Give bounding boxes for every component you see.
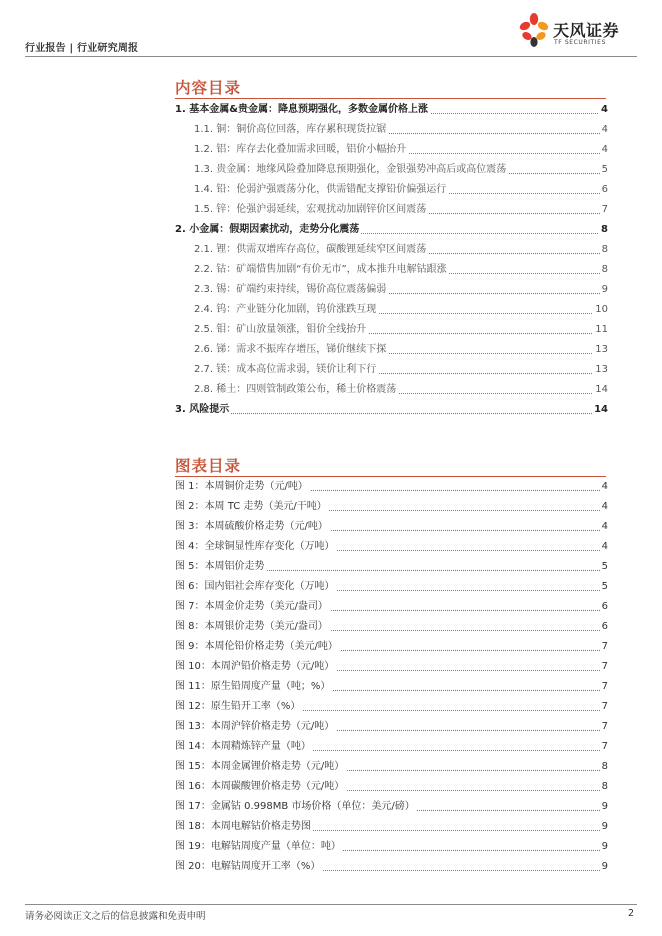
figure-entry-title: 图 9：本周伦铅价格走势（美元/吨） <box>175 641 338 652</box>
figure-entry-page: 4 <box>601 501 608 512</box>
company-logo <box>518 10 638 50</box>
toc-entry-title: 2.6. 锑：需求不振库存增压，锑价继续下探 <box>194 344 387 355</box>
figure-entry-title: 图 14：本周精炼锌产量（吨） <box>175 741 311 752</box>
toc-title-rule <box>175 98 606 99</box>
figure-entry-page: 7 <box>601 661 608 672</box>
figure-entry[interactable] <box>0 740 662 756</box>
figure-entry-page: 5 <box>601 561 608 572</box>
toc-entry-title: 3. 风险提示 <box>175 404 230 415</box>
toc-entry[interactable] <box>0 103 662 119</box>
toc-entry-title: 2.3. 锡：矿端约束持续，锡价高位震荡偏弱 <box>194 284 387 295</box>
toc-entry[interactable] <box>0 183 662 199</box>
toc-entry[interactable] <box>0 363 662 379</box>
toc-entry-page: 7 <box>601 204 608 215</box>
page-header <box>0 0 662 64</box>
figure-entry[interactable] <box>0 480 662 496</box>
figure-entry-page: 6 <box>601 601 608 612</box>
toc-entry[interactable] <box>0 203 662 219</box>
toc-entry-page: 13 <box>595 344 608 355</box>
toc-entry[interactable] <box>0 323 662 339</box>
figure-entry[interactable] <box>0 560 662 576</box>
figure-entry[interactable] <box>0 620 662 636</box>
figure-entry-page: 4 <box>601 521 608 532</box>
toc-entry-page: 4 <box>601 144 608 155</box>
figure-entry[interactable] <box>0 760 662 776</box>
toc-entry-page: 8 <box>601 264 608 275</box>
toc-entry[interactable] <box>0 343 662 359</box>
toc-entry-page: 4 <box>601 124 608 135</box>
toc-entry[interactable] <box>0 223 662 239</box>
logo-chinese-name: 天风证券 <box>553 21 620 40</box>
figure-entry-title: 图 7：本周金价走势（美元/盎司） <box>175 601 328 612</box>
figure-entry[interactable] <box>0 680 662 696</box>
figure-entry-title: 图 20：电解钴周度开工率（%） <box>175 861 321 872</box>
figure-entry[interactable] <box>0 820 662 836</box>
figure-entry[interactable] <box>0 580 662 596</box>
toc-entry-title: 2.1. 锂：供需双增库存高位，碳酸锂延续窄区间震荡 <box>194 244 427 255</box>
figure-entry-title: 图 19：电解钴周度产量（单位：吨） <box>175 841 341 852</box>
figure-entry-title: 图 8：本周银价走势（美元/盎司） <box>175 621 328 632</box>
logo-english-name: TF SECURITIES <box>554 39 606 46</box>
figure-entry[interactable] <box>0 800 662 816</box>
figure-entry[interactable] <box>0 700 662 716</box>
flower-logo-icon <box>518 12 550 48</box>
toc-entry[interactable] <box>0 283 662 299</box>
figure-entry-page: 4 <box>601 541 608 552</box>
toc-entry-page: 6 <box>601 184 608 195</box>
toc-entry-page: 14 <box>595 384 608 395</box>
figure-entry-page: 8 <box>601 781 608 792</box>
figure-entry-title: 图 10：本周沪铅价格走势（元/吨） <box>175 661 335 672</box>
toc-entry-page: 10 <box>595 304 608 315</box>
toc-entry-title: 1.1. 铜：铜价高位回落，库存累积现货拉锯 <box>194 124 387 135</box>
figure-entry-title: 图 5：本周铝价走势 <box>175 561 265 572</box>
figure-entry-page: 7 <box>601 741 608 752</box>
toc-entry-title: 1.2. 铝：库存去化叠加需求回暖，铝价小幅抬升 <box>194 144 407 155</box>
toc-entry[interactable] <box>0 383 662 399</box>
toc-entry-page: 14 <box>594 404 608 415</box>
figure-entry[interactable] <box>0 660 662 676</box>
figure-entry-page: 7 <box>601 701 608 712</box>
toc-entry-page: 5 <box>601 164 608 175</box>
toc-entry-title: 1.5. 锌：伦强沪弱延续，宏观扰动加剧锌价区间震荡 <box>194 204 427 215</box>
figure-entry-page: 8 <box>601 761 608 772</box>
figure-entry[interactable] <box>0 600 662 616</box>
toc-entry[interactable] <box>0 303 662 319</box>
figure-entry-title: 图 18：本周电解钴价格走势图 <box>175 821 311 832</box>
figure-entry-title: 图 1：本周铜价走势（元/吨） <box>175 481 308 492</box>
figure-entry-title: 图 17：金属钴 0.998MB 市场价格（单位：美元/磅） <box>175 801 415 812</box>
toc-entry-page: 4 <box>601 104 608 115</box>
figure-entry-title: 图 6：国内铝社会库存变化（万吨） <box>175 581 335 592</box>
toc-entry[interactable] <box>0 163 662 179</box>
toc-entry[interactable] <box>0 123 662 139</box>
figures-title: 图表目录 <box>175 457 242 475</box>
figure-entry-page: 9 <box>601 841 608 852</box>
toc-entry-page: 8 <box>601 224 608 235</box>
figure-entry-title: 图 16：本周碳酸锂价格走势（元/吨） <box>175 781 345 792</box>
figures-title-rule <box>175 476 606 477</box>
report-type-label: 行业报告 | 行业研究周报 <box>25 43 139 54</box>
figure-entry-page: 9 <box>601 861 608 872</box>
figure-entry[interactable] <box>0 720 662 736</box>
figure-entry-title: 图 11：原生铅周度产量（吨；%） <box>175 681 331 692</box>
footer-disclaimer: 请务必阅读正文之后的信息披露和免责申明 <box>25 911 206 922</box>
figure-entry-title: 图 4：全球铜显性库存变化（万吨） <box>175 541 335 552</box>
figure-entry-page: 9 <box>601 801 608 812</box>
toc-entry[interactable] <box>0 143 662 159</box>
figure-entry-page: 5 <box>601 581 608 592</box>
figure-entry-title: 图 12：原生铅开工率（%） <box>175 701 301 712</box>
footer-divider <box>25 904 637 905</box>
toc-entry-title: 2.7. 镁：成本高位需求弱，镁价让利下行 <box>194 364 377 375</box>
toc-entry-title: 2.4. 钨：产业链分化加剧，钨价涨跌互现 <box>194 304 377 315</box>
toc-entry-page: 9 <box>601 284 608 295</box>
toc-entry-title: 2. 小金属：假期因素扰动，走势分化震荡 <box>175 224 360 235</box>
figure-entry-title: 图 3：本周硫酸价格走势（元/吨） <box>175 521 328 532</box>
toc-entry-title: 1. 基本金属&贵金属：降息预期强化，多数金属价格上涨 <box>175 104 428 115</box>
toc-entry-title: 2.2. 钴：矿端惜售加剧“有价无市”，成本推升电解钴跟涨 <box>194 264 447 275</box>
figure-entry-page: 7 <box>601 721 608 732</box>
figure-entry-page: 7 <box>601 681 608 692</box>
toc-entry-page: 13 <box>595 364 608 375</box>
toc-entry-title: 2.8. 稀土：四则管制政策公布，稀土价格震荡 <box>194 384 397 395</box>
toc-entry-title: 1.3. 贵金属：地缘风险叠加降息预期强化，金银强势冲高后或高位震荡 <box>194 164 507 175</box>
toc-entry-title: 2.5. 钼：矿山放量领涨，钼价全线抬升 <box>194 324 367 335</box>
figure-entry[interactable] <box>0 520 662 536</box>
figure-entry[interactable] <box>0 540 662 556</box>
toc-entry[interactable] <box>0 263 662 279</box>
figure-entry[interactable] <box>0 860 662 876</box>
figure-entry[interactable] <box>0 840 662 856</box>
toc-entry-title: 1.4. 铅：伦弱沪强震荡分化，供需错配支撑铅价偏强运行 <box>194 184 447 195</box>
toc-entry-page: 11 <box>595 324 608 335</box>
figure-entry-title: 图 13：本周沪锌价格走势（元/吨） <box>175 721 335 732</box>
figure-entry[interactable] <box>0 780 662 796</box>
figure-entry[interactable] <box>0 640 662 656</box>
page-number: 2 <box>627 908 634 919</box>
figure-entry-title: 图 15：本周金属锂价格走势（元/吨） <box>175 761 345 772</box>
header-divider <box>25 56 637 57</box>
toc-entry[interactable] <box>0 243 662 259</box>
figure-entry-title: 图 2：本周 TC 走势（美元/干吨） <box>175 501 327 512</box>
toc-entry-page: 8 <box>601 244 608 255</box>
figure-entry[interactable] <box>0 500 662 516</box>
dot-leader <box>175 413 606 414</box>
toc-entry[interactable] <box>0 403 662 419</box>
figure-entry-page: 4 <box>601 481 608 492</box>
figure-entry-page: 9 <box>601 821 608 832</box>
toc-title: 内容目录 <box>175 79 242 97</box>
figure-entry-page: 6 <box>601 621 608 632</box>
figure-entry-page: 7 <box>601 641 608 652</box>
